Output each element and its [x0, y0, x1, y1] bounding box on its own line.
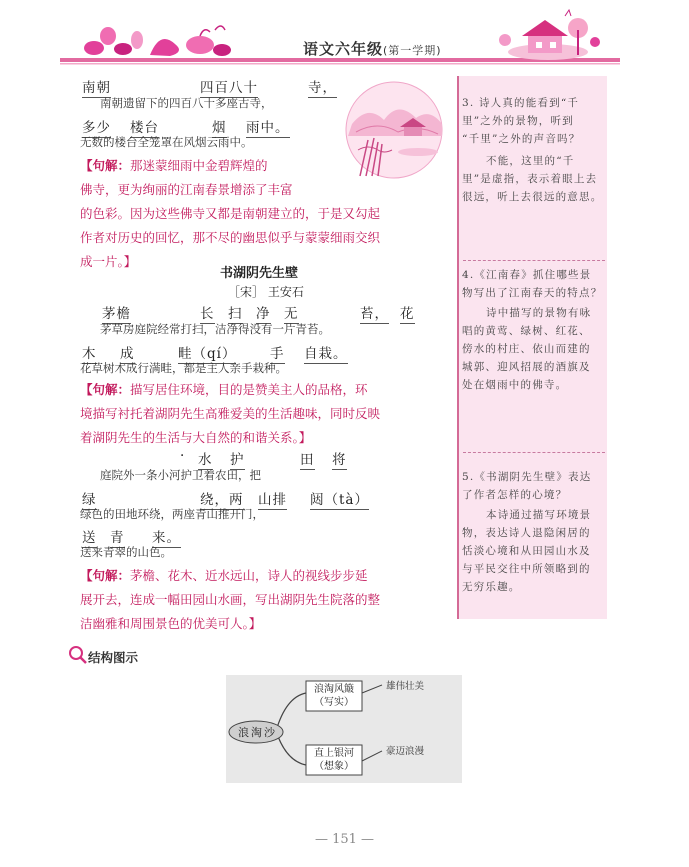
structure-diagram [226, 675, 462, 783]
answer-line: 很远，听上去很远的意思。 [462, 191, 603, 203]
poem2-jiejie2-line1 [80, 566, 368, 584]
poem2-line1-translation: 茅草房庭院经常打扫，洁净得没有一片青苔。 [100, 322, 330, 336]
diagram-top-box [306, 683, 362, 709]
answer-line: 物，表达诗人退隐闲居的 [462, 527, 591, 539]
poem2-jiejie1-line3: 着湖阴先生的生活与大自然的和谐关系。】 [80, 430, 312, 445]
question-line: “千里”之外的声音吗？ [462, 133, 581, 145]
poem-word: 多少 [82, 116, 111, 138]
side-notes [457, 76, 607, 619]
poem-word: 木 [82, 342, 97, 364]
poem2-line4-translation: 绿色的田地环绕，两座青山推开门， [80, 507, 264, 521]
question-line: 里”之外的景物，听到 [462, 115, 574, 127]
poem-word: 手 [270, 342, 285, 364]
poem-word: 绕，两 [200, 488, 244, 510]
poem1-jiejie-line2: 佛寺，更为绚丽的江南春景增添了丰富 [80, 182, 293, 197]
poem-word: 将 [332, 448, 347, 470]
poem-word: 四百八十 [200, 76, 258, 98]
page-number: — 151 — [314, 832, 375, 847]
poem2-jiejie2-line2: 展开去，连成一幅田园山水画，写出湖阴先生院落的整 [80, 592, 381, 607]
poem-word: 楼台 [130, 116, 159, 138]
poem-word: 长 [200, 302, 215, 324]
poem-word: 寺， [308, 76, 337, 98]
diagram-box-line: 直上银河 [314, 748, 354, 759]
answer-line: 恬淡心境和从田园山水及 [462, 545, 591, 557]
poem-word: 雨中。 [246, 116, 290, 138]
diagram-box-line: 浪淘风簸 [314, 684, 354, 695]
poem-word: 山排 [258, 488, 287, 510]
poem-word: · [180, 448, 186, 464]
answer-line: 不能，这里的“千 [486, 155, 575, 167]
answer-line: 无穷乐趣。 [462, 581, 521, 593]
poem-word: 茅檐 [102, 302, 131, 324]
book-title [303, 38, 442, 59]
answer-line: 里”是虚指，表示着眼上去 [462, 173, 598, 185]
diagram-bottom-box [306, 747, 362, 773]
jiejie-label: 【句解： [80, 382, 131, 397]
poem1-jiejie-line3: 的色彩。因为这些佛寺又都是南朝建立的，于是又勾起 [80, 206, 381, 221]
right-house-icon [499, 10, 600, 60]
poem-word: 花 [400, 302, 415, 324]
side-answer-4 [462, 304, 606, 394]
poem1-jiejie-line5: 成一片。】 [80, 254, 137, 269]
poem2-jiejie1-line2: 境描写衬托着湖阴先生高雅爱美的生活趣味，同时反映 [80, 406, 381, 421]
structure-section-title: 结构图示 [88, 650, 139, 665]
question-line: 了作者怎样的心境？ [462, 489, 568, 501]
poem-word: 自栽。 [304, 342, 348, 364]
poem-word: 烟 [212, 116, 227, 138]
poem-word: 送 [82, 526, 97, 548]
question-line: 4.《江南春》抓住哪些景 [462, 269, 592, 281]
poem2-author: ［宋］ 王安石 [228, 285, 304, 299]
side-question-3 [462, 94, 606, 148]
poem2-jiejie1-line1 [80, 380, 368, 398]
answer-line: 诗中描写的景物有咏 [486, 307, 592, 319]
answer-line: 唱的黄莺、绿树、红花、 [462, 325, 591, 337]
poem-word: 来。 [152, 526, 181, 548]
jiejie-label: 【句解： [80, 568, 131, 583]
question-line: 物写出了江南春天的特点？ [462, 287, 603, 299]
answer-line: 本诗通过描写环境景 [486, 509, 592, 521]
poem1-jiejie-line4: 作者对历史的回忆，那不尽的幽思似乎与蒙蒙细雨交织 [80, 230, 381, 245]
side-answer-3 [462, 152, 606, 206]
poem-word: 南朝 [82, 76, 111, 98]
poem-word: 苔， [360, 302, 389, 324]
question-line: 5.《书湖阴先生壁》表达 [462, 471, 592, 483]
poem-word: 绿 [82, 488, 97, 510]
poem2-line5-translation: 送来青翠的山色。 [80, 545, 172, 559]
header-decoration [0, 0, 689, 72]
poem-word: 扫 [228, 302, 243, 324]
answer-line: 城郭、迎风招展的酒旗及 [462, 361, 591, 373]
book-title-main: 语文六年级 [303, 40, 384, 58]
poem2-title: 书湖阴先生壁 [220, 266, 299, 281]
side-divider [463, 452, 605, 453]
question-line: 3. 诗人真的能看到“千 [462, 97, 580, 109]
poem-word: 水 [198, 448, 213, 470]
poem1-line1-translation: 南朝遗留下的四百八十多座古寺， [100, 96, 273, 110]
side-divider [463, 260, 605, 261]
jiejie-text: 描写居住环境，目的是赞美主人的品格，环 [130, 382, 368, 397]
poem-word: 闼（tà） [310, 488, 369, 510]
diagram-top-note: 雄伟壮美 [386, 681, 425, 692]
poem-word: 青 [110, 526, 125, 548]
diagram-bottom-note: 豪迈浪漫 [386, 746, 425, 757]
side-answer-5 [462, 506, 606, 596]
poem2-jiejie2-line3: 洁幽雅和周围景色的优美可人。】 [80, 616, 262, 631]
jiejie-text: 那迷蒙细雨中金碧辉煌的 [130, 158, 268, 173]
poem1-line2-translation: 无数的楼台全笼罩在风烟云雨中。 [80, 135, 253, 149]
left-flower-icon [84, 26, 231, 56]
answer-line: 傍水的村庄、依山而建的 [462, 343, 591, 355]
poem-word: 无 [284, 302, 299, 324]
diagram-box-line: （写实） [314, 697, 354, 708]
side-question-4 [462, 266, 606, 302]
answer-line: 与平民交往中所领略到的 [462, 563, 591, 575]
poem2-line3-translation: 庭院外一条小河护卫着农田，把 [100, 468, 261, 482]
poem-word: 护 [230, 448, 245, 470]
poem-word: 净 [256, 302, 271, 324]
side-question-5 [462, 468, 606, 504]
answer-line: 处在烟雨中的佛寺。 [462, 379, 568, 391]
poem-word: 田 [300, 448, 315, 470]
magnifier-icon [68, 644, 88, 666]
landscape-illustration [338, 80, 450, 180]
poem-word: 成 [120, 342, 135, 364]
jiejie-label: 【句解： [80, 158, 131, 173]
diagram-box-line: （想象） [314, 761, 354, 772]
book-title-sub: (第一学期) [383, 44, 442, 57]
poem-word: 畦（qí） [178, 342, 236, 364]
page-header [0, 0, 689, 72]
poem1-jiejie-line1 [80, 156, 268, 174]
jiejie-text: 茅檐、花木、近水远山，诗人的视线步步延 [130, 568, 368, 583]
poem2-line2-translation: 花草树木成行满畦，都是主人亲手栽种。 [80, 361, 287, 375]
diagram-center-node: 浪淘沙 [238, 726, 277, 739]
